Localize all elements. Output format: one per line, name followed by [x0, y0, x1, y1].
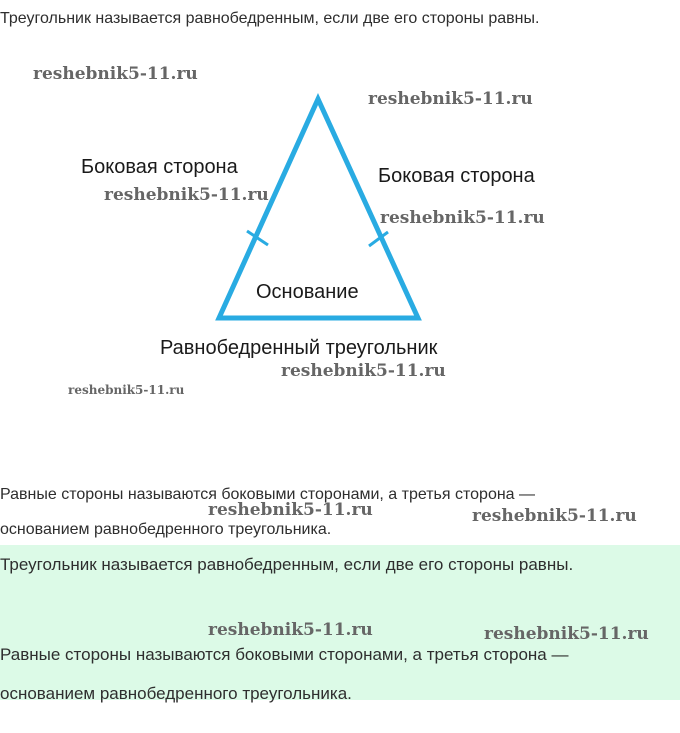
watermark: reshebnik5-11.ru	[368, 89, 533, 109]
watermark: reshebnik5-11.ru	[104, 185, 269, 205]
watermark: reshebnik5-11.ru	[208, 500, 373, 520]
definition-line-1: Равные стороны называются боковыми сторонами, а третья сторона —	[0, 486, 536, 503]
highlight-line-1: Треугольник называется равнобедренным, если две его стороны равны.	[0, 555, 574, 574]
intro-text: Треугольник называется равнобедренным, если две его стороны равны.	[0, 10, 540, 27]
definition-line-2: основанием равнобедренного треугольника.	[0, 521, 332, 538]
watermark: reshebnik5-11.ru	[33, 64, 198, 84]
watermark: reshebnik5-11.ru	[68, 383, 185, 397]
highlight-line-3: основанием равнобедренного треугольника.	[0, 684, 352, 703]
figure-caption: Равнобедренный треугольник	[160, 337, 438, 359]
watermark: reshebnik5-11.ru	[472, 506, 637, 526]
right-side-label: Боковая сторона	[378, 165, 535, 187]
left-side-label: Боковая сторона	[81, 156, 238, 178]
watermark: reshebnik5-11.ru	[208, 620, 373, 640]
base-label: Основание	[256, 281, 359, 303]
watermark: reshebnik5-11.ru	[484, 624, 649, 644]
watermark: reshebnik5-11.ru	[281, 361, 446, 381]
highlight-line-2: Равные стороны называются боковыми сторонами, а третья сторона —	[0, 645, 569, 664]
watermark: reshebnik5-11.ru	[380, 208, 545, 228]
